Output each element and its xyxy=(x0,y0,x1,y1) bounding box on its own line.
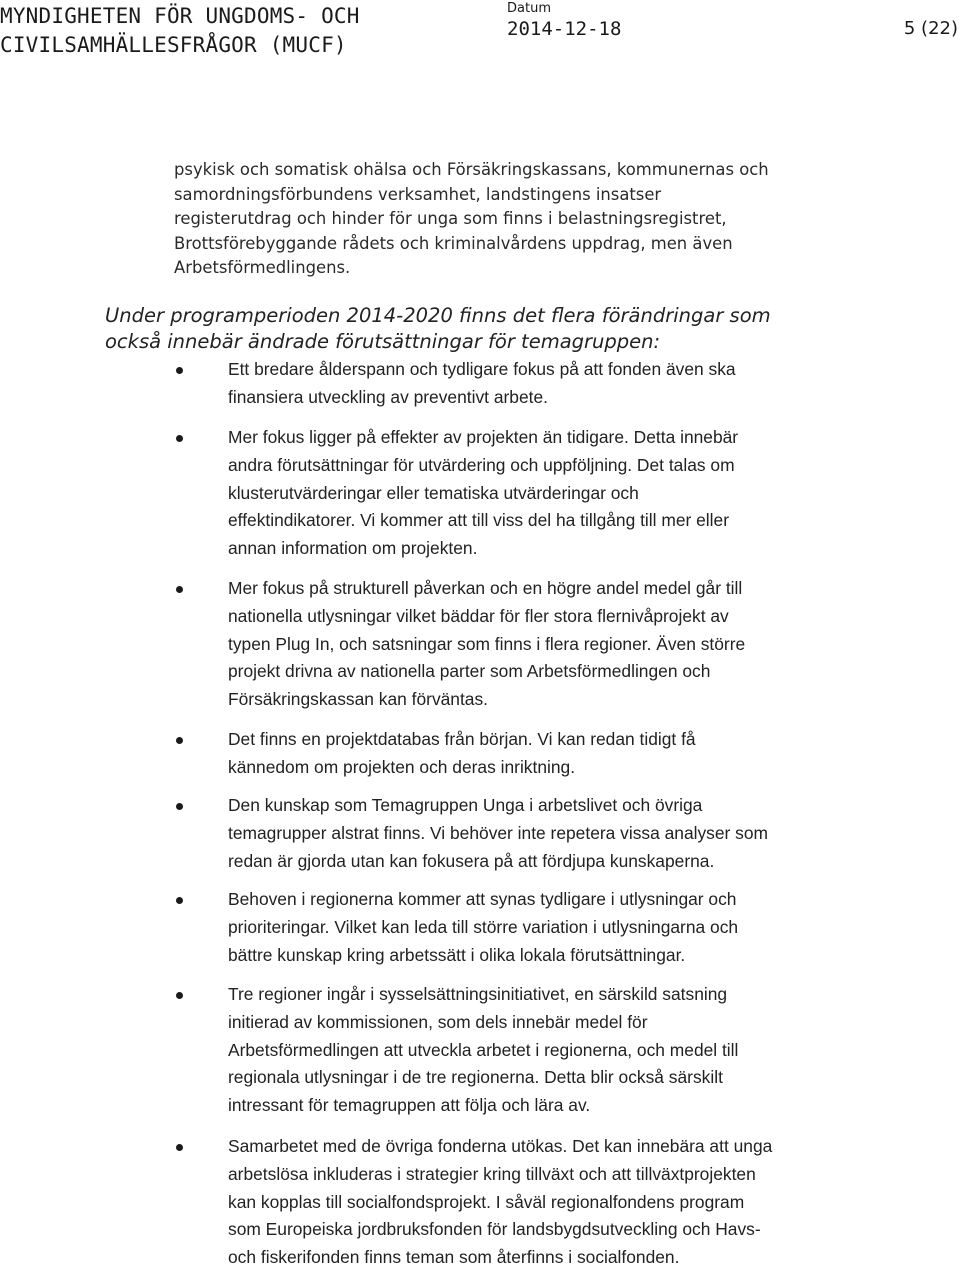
section-heading-line: också innebär ändrade förutsättningar för temagruppen: xyxy=(105,330,661,353)
bullet-text xyxy=(228,424,928,563)
bullet-text-line: initierad av kommissionen, som dels innebär medel för xyxy=(228,1011,648,1032)
bullet-text-line: Tre regioner ingår i sysselsättningsinitiativet, en särskild satsning xyxy=(228,984,728,1004)
date-value: 2014-12-18 xyxy=(507,18,622,40)
bullet-icon xyxy=(176,586,183,593)
bullet-text-line: kännedom om projekten och deras inriktning. xyxy=(228,756,576,777)
bullet-text xyxy=(228,575,928,714)
bullet-text-line: redan är gjorda utan kan fokusera på att fördjupa kunskaperna. xyxy=(228,850,715,871)
bullet-icon xyxy=(176,367,183,374)
bullet-text xyxy=(228,886,928,969)
bullet-text-line: Samarbetet med de övriga fonderna utökas. Det kan innebära att unga xyxy=(228,1136,773,1156)
intro-line: Arbetsförmedlingens. xyxy=(174,258,351,277)
bullet-text xyxy=(228,356,928,412)
bullet-text-line: Arbetsförmedlingen att utveckla arbetet i regionerna, och medel till xyxy=(228,1039,739,1060)
bullet-text-line: Mer fokus på strukturell påverkan och en högre andel medel går till xyxy=(228,578,743,598)
bullet-text-line: typen Plug In, och satsningar som finns i flera regioner. Även större xyxy=(228,633,746,654)
organization-name-line-1: MYNDIGHETEN FÖR UNGDOMS- OCH xyxy=(0,4,360,28)
bullet-text-line: regionala utlysningar i de tre regionerna. Detta blir också särskilt xyxy=(228,1067,723,1088)
bullet-text-line: som Europeiska jordbruksfonden för landsbygdsutveckling och Havs- xyxy=(228,1219,761,1240)
bullet-text-line: kan kopplas till socialfondsprojekt. I såväl regionalfondens program xyxy=(228,1191,745,1212)
bullet-text xyxy=(228,726,928,782)
bullet-text-line: bättre kunskap kring arbetssätt i olika lokala förutsättningar. xyxy=(228,944,686,965)
bullet-icon xyxy=(176,1144,183,1151)
bullet-text-line: Mer fokus ligger på effekter av projekten än tidigare. Detta innebär xyxy=(228,427,739,447)
bullet-text-line: effektindikatorer. Vi kommer att till viss del ha tillgång till mer eller xyxy=(228,510,729,531)
bullet-text-line: intressant för temagruppen att följa och lära av. xyxy=(228,1095,591,1116)
bullet-text-line: temagrupper alstrat finns. Vi behöver inte repetera vissa analyser som xyxy=(228,822,769,843)
bullet-text-line: prioriteringar. Vilket kan leda till större variation i utlysningarna och xyxy=(228,916,739,937)
bullet-text-line: andra förutsättningar för utvärdering och uppföljning. Det talas om xyxy=(228,454,735,475)
intro-line: samordningsförbundens verksamhet, landstingens insatser xyxy=(174,184,662,204)
bullet-icon xyxy=(176,803,183,810)
page-number: 5 (22) xyxy=(903,18,958,39)
bullet-text-line: finansiera utveckling av preventivt arbete. xyxy=(228,386,548,407)
bullet-text-line: Det finns en projektdatabas från början. Vi kan redan tidigt få xyxy=(228,729,696,749)
bullet-icon xyxy=(176,897,183,904)
bullet-icon xyxy=(176,737,183,744)
bullet-text-line: annan information om projekten. xyxy=(228,538,478,559)
bullet-text-line: arbetslösa inkluderas i strategier kring tillväxt och att tillväxtprojekten xyxy=(228,1163,756,1184)
bullet-text xyxy=(228,1133,928,1272)
bullet-icon xyxy=(176,435,183,442)
bullet-text-line: Ett bredare ålderspann och tydligare fokus på att fonden även ska xyxy=(228,359,736,379)
bullet-text-line: Behoven i regionerna kommer att synas tydligare i utlysningar och xyxy=(228,889,737,909)
intro-line: psykisk och somatisk ohälsa och Försäkringskassans, kommunernas och xyxy=(174,160,769,179)
bullet-text-line: Försäkringskassan kan förväntas. xyxy=(228,689,489,710)
date-label: Datum xyxy=(507,1,551,16)
bullet-text-line: projekt drivna av nationella parter som Arbetsförmedlingen och xyxy=(228,661,711,682)
bullet-text-line: och fiskerifonden finns teman som återfinns i socialfonden. xyxy=(228,1247,680,1268)
bullet-text xyxy=(228,792,928,875)
section-heading-line: Under programperioden 2014-2020 finns det flera förändringar som xyxy=(105,304,771,327)
organization-name-line-2: CIVILSAMHÄLLESFRÅGOR (MUCF) xyxy=(0,33,347,57)
intro-line: Brottsförebyggande rådets och kriminalvårdens uppdrag, men även xyxy=(174,233,733,253)
bullet-text xyxy=(228,981,928,1120)
bullet-text-line: nationella utlysningar vilket bäddar för fler stora flernivåprojekt av xyxy=(228,605,729,626)
intro-line: registerutdrag och hinder för unga som finns i belastningsregistret, xyxy=(174,209,727,228)
bullet-text-line: klusterutvärderingar eller tematiska utvärderingar och xyxy=(228,482,639,503)
bullet-text-line: Den kunskap som Temagruppen Unga i arbetslivet och övriga xyxy=(228,795,703,815)
bullet-icon xyxy=(176,992,183,999)
